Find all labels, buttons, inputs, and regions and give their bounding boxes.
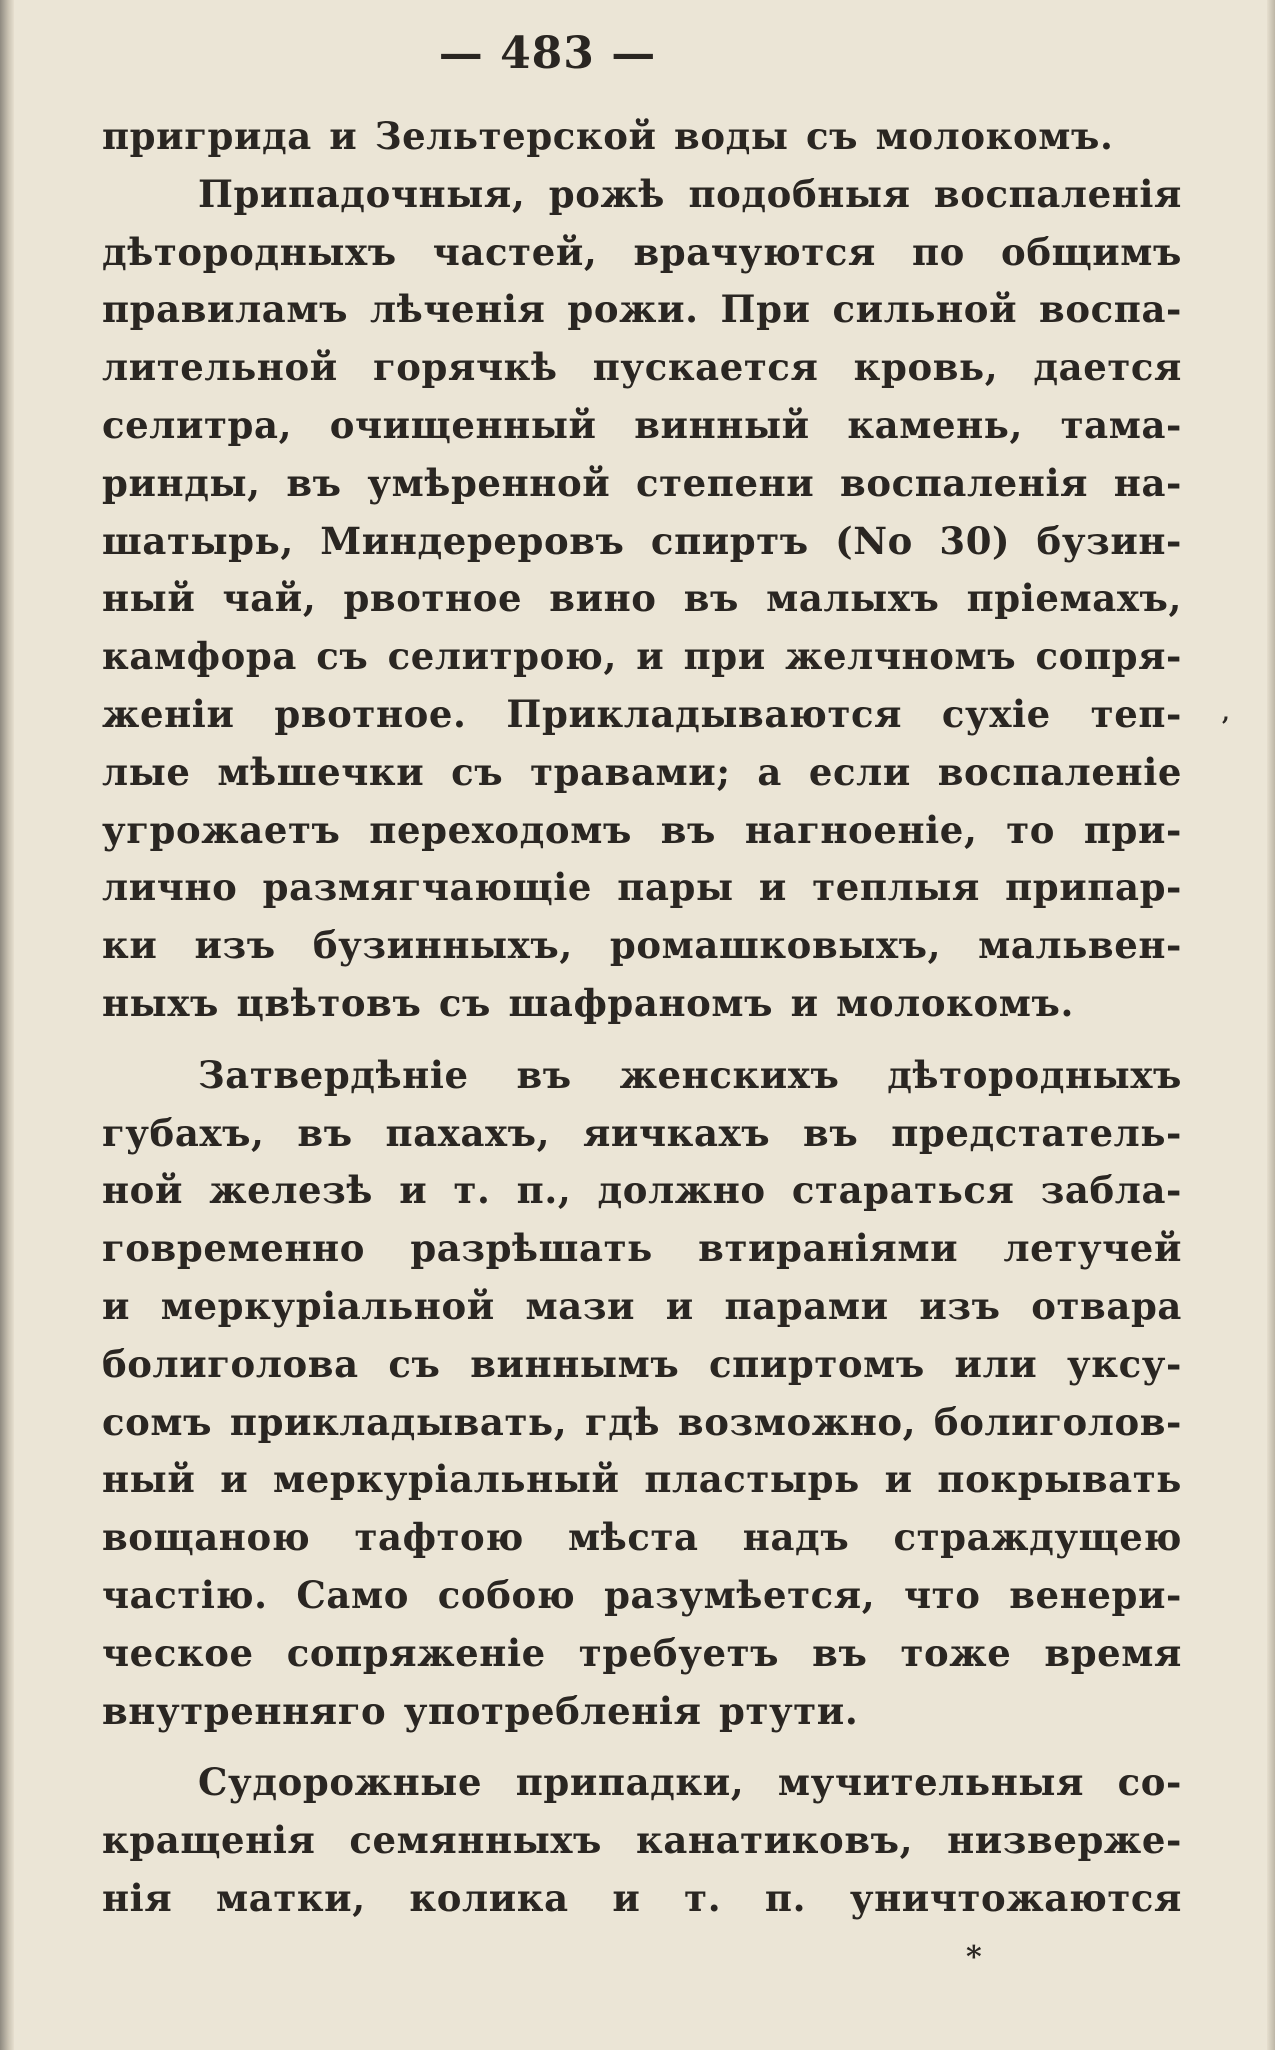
paragraph <box>102 1047 1182 1741</box>
text-line: шатырь, Миндереровъ спиртъ (No 30) бузин- <box>102 518 1182 563</box>
text-line: лично размягчающіе пары и теплыя припар- <box>102 865 1182 910</box>
text-line: кращенія семянныхъ канатиковъ, низверже- <box>102 1818 1182 1863</box>
body-text <box>102 108 1182 1928</box>
text-line: вощаною тафтою мѣста надъ страждущею <box>102 1515 1182 1560</box>
text-line: ный чай, рвотное вино въ малыхъ пріемахъ, <box>102 576 1182 621</box>
text-line: женіи рвотное. Прикладываются сухіе теп- <box>102 691 1182 736</box>
signature-mark: * <box>966 1940 982 1975</box>
paragraph-gap <box>102 1740 1182 1754</box>
paragraph <box>102 166 1182 1033</box>
text-line: частію. Само собою разумѣется, что венери- <box>102 1572 1182 1617</box>
text-line: ной железѣ и т. п., должно стараться забла- <box>102 1168 1182 1213</box>
text-line: пригрида и Зельтерской воды съ молокомъ. <box>102 114 1114 158</box>
text-line: говременно разрѣшать втираніями летучей <box>102 1226 1182 1271</box>
text-line: ческое сопряженіе требуетъ въ тоже время <box>102 1630 1182 1675</box>
text-line: селитра, очищенный винный камень, тама- <box>102 402 1182 447</box>
text-line: лые мѣшечки съ травами; а если воспаленіе <box>102 749 1182 794</box>
text-line: внутренняго употребленія ртути. <box>102 1688 859 1733</box>
text-line: Судорожные припадки, мучительныя со- <box>198 1760 1182 1805</box>
text-line: ныхъ цвѣтовъ съ шафраномъ и молокомъ. <box>102 980 1074 1025</box>
text-line: сомъ прикладывать, гдѣ возможно, болиголов- <box>102 1399 1182 1444</box>
text-line: и меркуріальной мази и парами изъ отвара <box>102 1283 1182 1328</box>
text-line: угрожаетъ переходомъ въ нагноеніе, то при- <box>102 807 1182 852</box>
text-line: нія матки, колика и т. п. уничтожаются <box>102 1875 1182 1920</box>
text-line: правиламъ лѣченія рожи. При сильной воспа- <box>102 287 1182 332</box>
paragraph-gap <box>102 1033 1182 1047</box>
text-line: губахъ, въ пахахъ, яичкахъ въ предстатель- <box>102 1110 1182 1155</box>
paragraph <box>102 108 1182 166</box>
text-line: Припадочныя, рожѣ подобныя воспаленія <box>198 171 1182 216</box>
text-line: камфора съ селитрою, и при желчномъ сопря- <box>102 634 1182 679</box>
text-line: дѣторoдныхъ частей, врачуются по общимъ <box>102 229 1182 274</box>
ink-speck: , <box>1222 700 1230 726</box>
text-line: ный и меркуріальный пластырь и покрывать <box>102 1457 1182 1502</box>
text-line: Затвердѣніе въ женскихъ дѣторoдныхъ <box>198 1052 1182 1097</box>
text-line: болиголова съ виннымъ спиртомъ или уксу- <box>102 1341 1182 1386</box>
page-number: — 483 — <box>438 28 657 79</box>
text-line: лительной горячкѣ пускается кровь, дается <box>102 345 1182 390</box>
paragraph <box>102 1754 1182 1927</box>
text-line: ки изъ бузинныхъ, ромашковыхъ, мальвен- <box>102 923 1182 968</box>
text-line: ринды, въ умѣренной степени воспаленія на- <box>102 460 1182 505</box>
